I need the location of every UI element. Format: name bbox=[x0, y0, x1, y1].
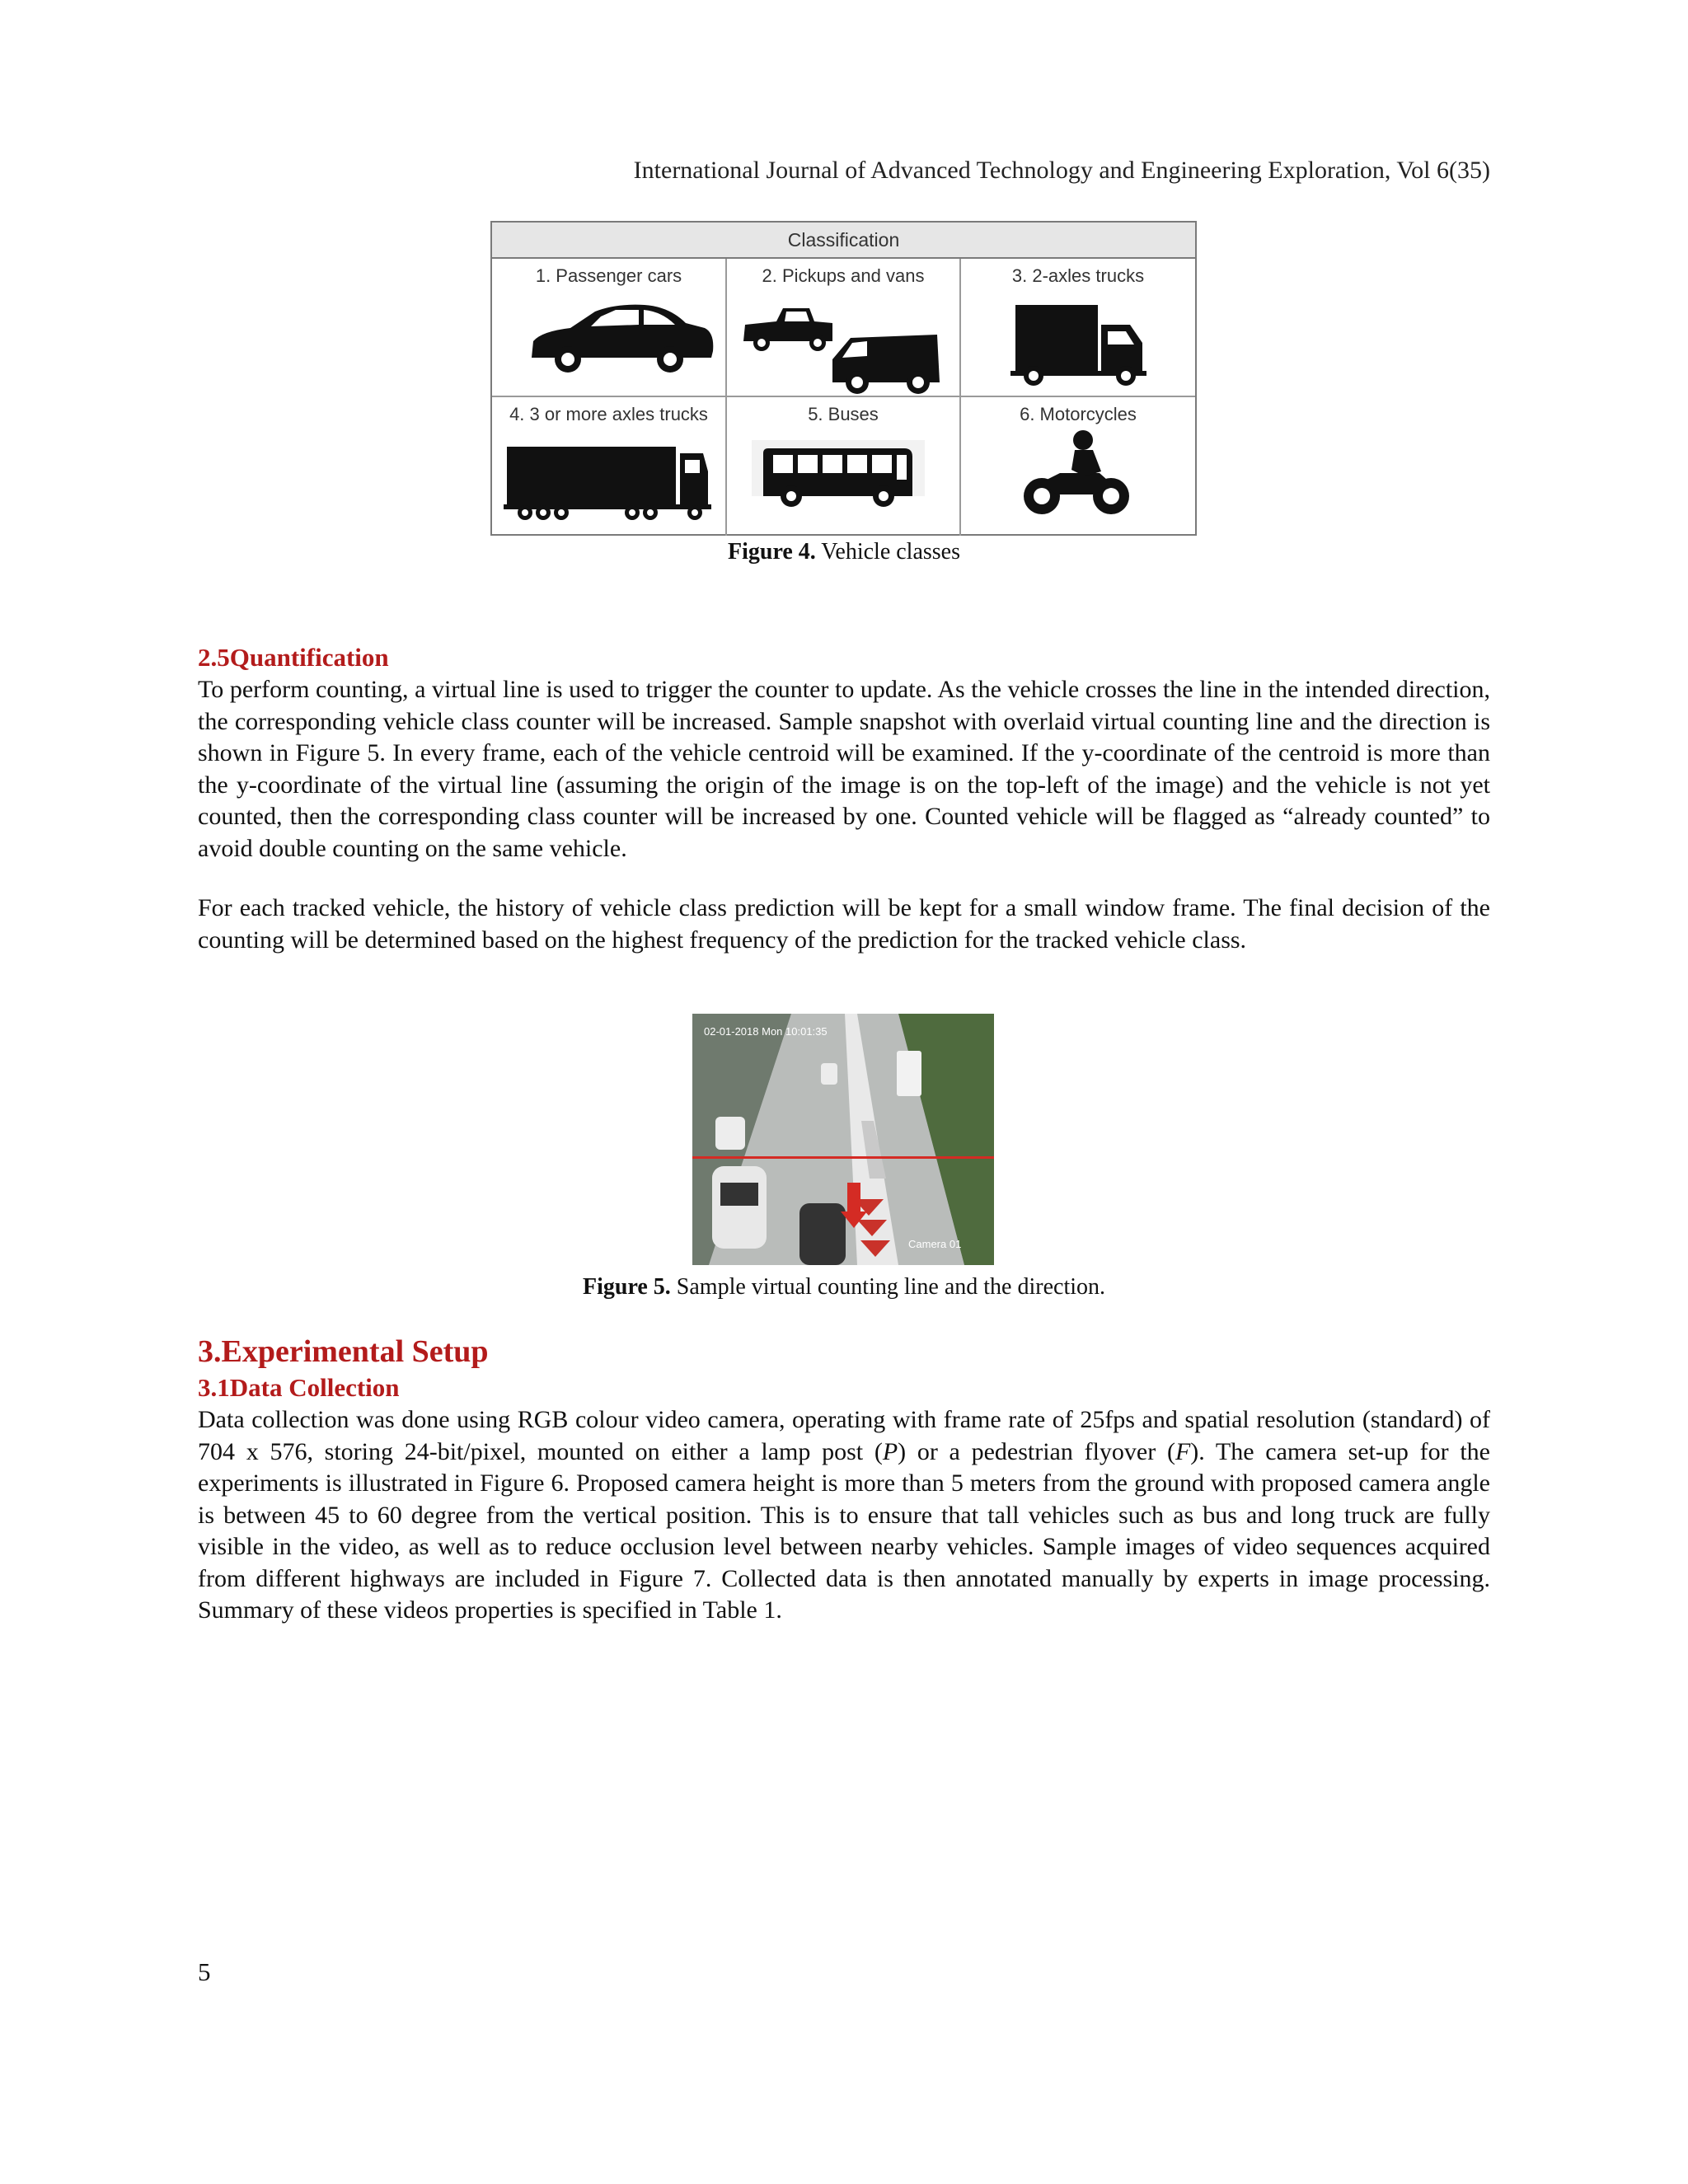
class-label: 3. 2-axles trucks bbox=[1011, 265, 1145, 286]
vehicle-classes-figure bbox=[490, 221, 1197, 536]
figure-5-caption-label: Figure 5. bbox=[582, 1274, 671, 1300]
class-label: 6. Motorcycles bbox=[1020, 404, 1137, 424]
counting-line-snapshot bbox=[692, 1014, 994, 1265]
class-label: 2. Pickups and vans bbox=[762, 265, 925, 286]
figure-5-caption-text: Sample virtual counting line and the direction. bbox=[670, 1274, 1105, 1300]
page-number: 5 bbox=[198, 1957, 211, 1986]
classification-table-title: Classification bbox=[492, 223, 1195, 259]
figure-5-caption bbox=[0, 1274, 1688, 1301]
journal-header: International Journal of Advanced Technology and Engineering Exploration, Vol 6(35) bbox=[633, 157, 1490, 184]
class-label: 5. Buses bbox=[808, 404, 879, 424]
truck-icon bbox=[961, 259, 1195, 397]
video-timestamp: 02-01-2018 Mon 10:01:35 bbox=[704, 1025, 828, 1038]
camera-label: Camera 01 bbox=[908, 1238, 962, 1250]
lamp-post-symbol: P bbox=[882, 1437, 898, 1465]
figure-4-caption bbox=[0, 539, 1688, 565]
paragraph-text: Data collection was done using RGB colour video camera, operating with frame rate of 25fps and spatial resolution (standard) of 704 x 576, storing 24-bit/pixel, mounted on either a lamp post ( bbox=[198, 1406, 1490, 1465]
class-label: 1. Passenger cars bbox=[535, 265, 682, 286]
section-2-5-paragraph-1: To perform counting, a virtual line is used to trigger the counter to update. As the vehicle crosses the line in the intended direction, the corresponding vehicle class counter will be increased. Sample snapshot with overlaid virtual counting line and the direction is shown in Figure 5. In every frame, each of the vehicle centroid will be examined. If the y-coordinate of the centroid is more than the y-coordinate of the virtual line (assuming the origin of the image is on the top-left of the image) and the vehicle is not yet counted, then the corresponding class counter will be increased by one. Counted vehicle will be flagged as “already counted” to avoid double counting on the same vehicle. bbox=[198, 676, 1490, 862]
highway-scene bbox=[692, 1014, 994, 1265]
class-cell-passenger-cars bbox=[492, 259, 727, 397]
class-cell-buses bbox=[727, 397, 961, 536]
section-2-5-paragraph-2: For each tracked vehicle, the history of vehicle class prediction will be kept for a small window frame. The final decision of the counting will be determined based on the highest frequency of the prediction for the tracked vehicle class. bbox=[198, 894, 1490, 954]
section-3-1-heading: 3.1Data Collection bbox=[198, 1373, 400, 1402]
class-cell-pickups-vans bbox=[727, 259, 961, 397]
paragraph-text: ). The camera set-up for the experiments is illustrated in Figure 6. Proposed camera height is more than 5 meters from the ground with proposed camera angle is between 45 to 60 degree from the vertical position. This is to ensure that tall vehicles such as bus and long truck are fully visible in the video, as well as to reduce occlusion level between nearby vehicles. Sample images of video sequences acquired from different highways are included in Figure 7. Collected data is then annotated manually by experts in image processing. Summary of these videos properties is specified in Table 1. bbox=[198, 1437, 1490, 1624]
figure-4-caption-label: Figure 4. bbox=[727, 539, 816, 565]
figure-4-caption-text: Vehicle classes bbox=[815, 539, 961, 565]
section-3-1-paragraph bbox=[198, 1404, 1490, 1627]
section-2-5-heading: 2.5Quantification bbox=[198, 643, 389, 672]
flyover-symbol: F bbox=[1175, 1437, 1191, 1465]
class-cell-2-axle-trucks bbox=[961, 259, 1195, 397]
class-label: 4. 3 or more axles trucks bbox=[509, 404, 708, 424]
class-cell-motorcycles bbox=[961, 397, 1195, 536]
paragraph-text: ) or a pedestrian flyover ( bbox=[898, 1437, 1175, 1465]
car-icon bbox=[492, 259, 727, 397]
section-3-heading: 3.Experimental Setup bbox=[198, 1334, 489, 1369]
semi-truck-icon bbox=[492, 397, 727, 536]
pickup-van-icon bbox=[727, 259, 961, 397]
bus-icon bbox=[727, 397, 961, 536]
class-cell-3plus-axle-trucks bbox=[492, 397, 727, 536]
motorcycle-icon bbox=[961, 397, 1195, 536]
